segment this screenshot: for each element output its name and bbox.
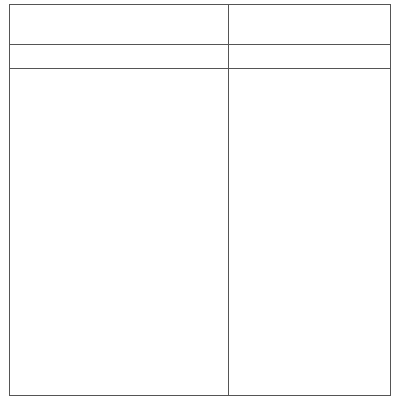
bilingual-document-table [9,4,391,396]
body-left-text [14,71,224,393]
title-left-cell [10,45,228,68]
body-right-text [233,71,386,393]
title-right-cell [229,45,390,68]
header-right-cell [229,5,390,44]
titles-row [10,45,390,69]
body-row [10,69,390,395]
body-left-cell [10,69,228,395]
header-left-cell [10,5,228,44]
header-row [10,5,390,45]
body-right-cell [229,69,390,395]
